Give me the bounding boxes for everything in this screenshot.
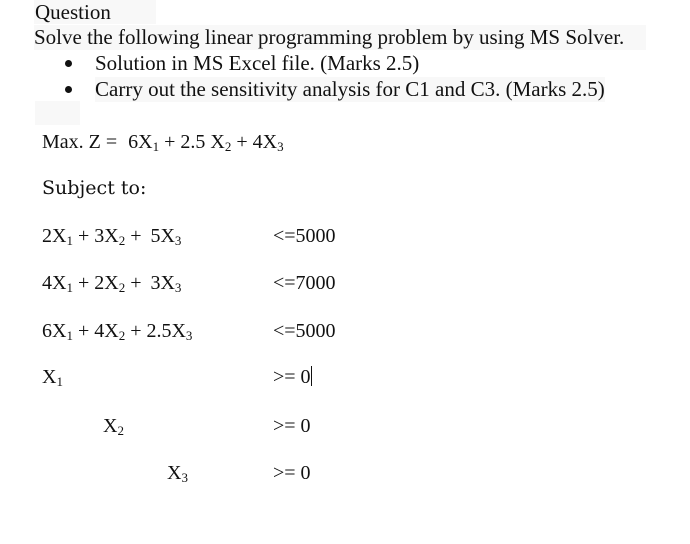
bullet-icon	[65, 86, 72, 93]
term: 6X	[128, 131, 153, 153]
subscript: 3	[174, 280, 182, 295]
subscript: 3	[181, 470, 188, 485]
objective-function	[42, 131, 284, 155]
term: +	[125, 225, 147, 247]
constraint-2-rhs: <=7000	[273, 272, 336, 294]
term: 5X	[150, 225, 175, 247]
term: X	[167, 462, 182, 484]
term: +	[125, 272, 147, 294]
constraint-1-lhs	[42, 225, 181, 249]
subscript: 3	[277, 139, 284, 154]
rhs-text: >= 0	[273, 366, 311, 388]
constraint-2-lhs	[42, 272, 181, 296]
term: + 4X	[72, 320, 119, 342]
term: 6X	[42, 320, 67, 342]
constraint-3-rhs: <=5000	[273, 320, 336, 342]
term: + 2.5X	[125, 320, 186, 342]
term: + 4X	[231, 131, 278, 153]
term: X	[42, 366, 57, 388]
subscript: 1	[66, 328, 73, 343]
term: X	[103, 415, 118, 437]
subscript: 1	[66, 233, 73, 248]
subscript: 2	[118, 233, 126, 248]
term: 3X	[150, 272, 175, 294]
nonneg-x1-var	[42, 366, 63, 390]
subscript: 3	[174, 233, 182, 248]
subscript: 2	[224, 139, 232, 154]
nonneg-x2-var	[103, 415, 124, 439]
term: + 2X	[72, 272, 119, 294]
term: 4X	[42, 272, 67, 294]
term: + 2.5 X	[159, 131, 225, 153]
subject-to-label: Subject to:	[42, 177, 147, 199]
constraint-1-rhs: <=5000	[273, 225, 336, 247]
instruction-text: Solve the following linear programming problem by using MS Solver.	[34, 25, 646, 50]
subscript: 2	[117, 423, 124, 438]
subscript: 2	[118, 280, 126, 295]
subscript: 1	[152, 139, 160, 154]
subscript: 2	[118, 328, 126, 343]
nonneg-x2-rhs: >= 0	[273, 415, 311, 437]
bullet-icon	[65, 60, 72, 67]
subscript: 3	[185, 328, 193, 343]
term: + 3X	[72, 225, 119, 247]
subscript: 1	[66, 280, 73, 295]
empty-highlight	[35, 101, 80, 125]
objective-prefix: Max. Z =	[42, 131, 123, 153]
constraint-3-lhs	[42, 320, 192, 344]
bullet-item-1: Solution in MS Excel file. (Marks 2.5)	[95, 51, 420, 75]
text-cursor	[311, 366, 312, 386]
question-heading: Question	[35, 0, 111, 24]
subscript: 1	[56, 374, 63, 389]
nonneg-x1-rhs[interactable]	[273, 366, 312, 389]
nonneg-x3-rhs: >= 0	[273, 462, 311, 484]
term: 2X	[42, 225, 67, 247]
nonneg-x3-var	[167, 462, 188, 486]
bullet-item-2: Carry out the sensitivity analysis for C1 and C3. (Marks 2.5)	[95, 77, 605, 101]
